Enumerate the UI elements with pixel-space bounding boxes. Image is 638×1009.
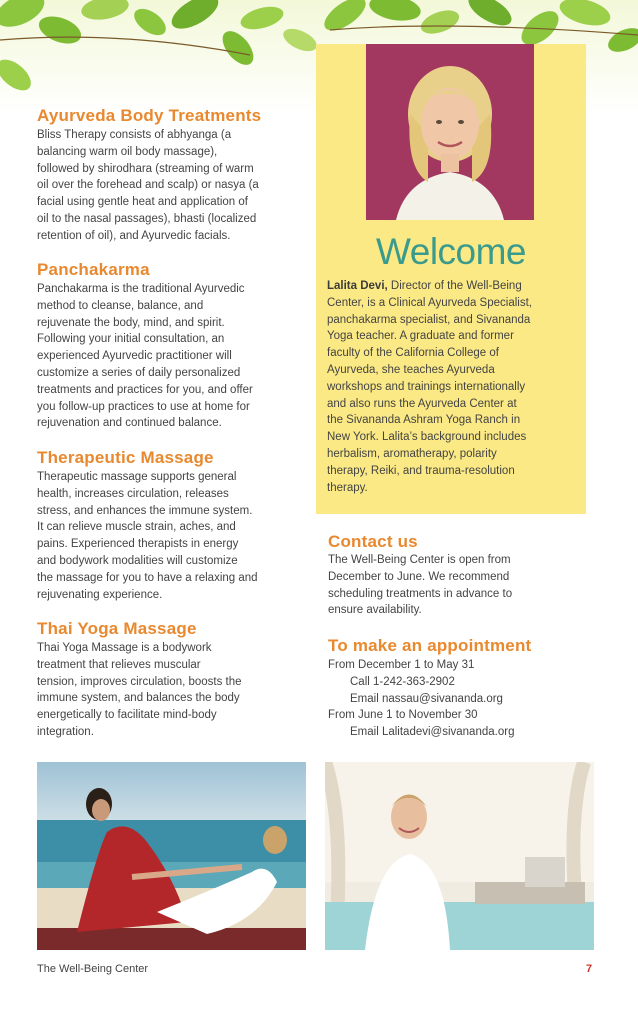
ayurveda-text [37, 127, 307, 245]
lalita-portrait-photo [366, 44, 534, 220]
text-line: pains. Experienced therapists in energy [37, 538, 239, 551]
text-line: health, increases circulation, releases [37, 487, 229, 500]
text-line: It can relieve muscle strain, aches, and [37, 521, 236, 534]
text-line: Thai Yoga Massage is a bodywork [37, 642, 212, 654]
text-line: Yoga teacher. A graduate and former [327, 330, 514, 343]
text-line: oil over the forehead and scalp) or nasya (a [37, 179, 259, 192]
email-lalitadevi-link[interactable]: Email Lalitadevi@sivananda.org [350, 726, 515, 739]
bio-first-line [327, 278, 579, 295]
text-line: and bodywork modalities will customize [37, 554, 238, 567]
text-line: therapy, Reiki, and trauma-resolution [327, 464, 515, 477]
text-line: rejuvenate the body, mind, and spirit. [37, 316, 225, 329]
text-line: tension, improves circulation, boosts the [37, 675, 242, 688]
text-line: rejuvenation and continued balance. [37, 417, 222, 430]
text-line: followed by shirodhara (streaming of warm [37, 162, 254, 175]
therapeutic-heading: Therapeutic Massage [37, 448, 214, 467]
bio-line-rest: Director of the Well-Being [387, 280, 522, 292]
text-line: the Sivananda Ashram Yoga Ranch in [327, 414, 521, 427]
text-line: you follow-up practices to use at home for [37, 400, 250, 413]
text-line: treatments and practices for you, and offer [37, 383, 253, 396]
text-line: customize a series of daily personalized [37, 366, 241, 379]
text-line: The Well-Being Center is open from [328, 554, 511, 566]
therapeutic-text [37, 469, 307, 603]
text-line: ensure availability. [328, 604, 422, 617]
thai-heading: Thai Yoga Massage [37, 619, 197, 638]
text-line: treatment that relieves muscular [37, 658, 201, 671]
appointment-details [328, 657, 598, 741]
panchakarma-text [37, 281, 307, 432]
text-line: panchakarma specialist, and Sivananda [327, 313, 531, 326]
text-line: faculty of the California College of [327, 347, 499, 360]
appointment-heading: To make an appointment [328, 636, 532, 655]
text-line: and also runs the Ayurveda Center at [327, 397, 517, 410]
text-line: method to cleanse, balance, and [37, 299, 204, 312]
text-line: retention of oil), and Ayurvedic facials. [37, 229, 231, 242]
contact-heading: Contact us [328, 532, 418, 551]
welcome-title: Welcome [375, 231, 527, 272]
text-line: the massage for you to have a relaxing and [37, 571, 258, 584]
contact-text [328, 552, 590, 619]
text-line: scheduling treatments in advance to [328, 587, 513, 600]
therapist-portrait-photo [325, 762, 594, 950]
text-line: immune system, and balances the body [37, 692, 240, 705]
period-dec-may: From December 1 to May 31 [328, 659, 475, 671]
text-line: stress, and enhances the immune system. [37, 504, 253, 517]
text-line: workshops and trainings internationally [327, 380, 526, 393]
text-line: facial using gentle heat and application of [37, 196, 248, 209]
text-line: rejuvenating experience. [37, 588, 163, 601]
text-line: Center, is a Clinical Ayurveda Specialist, [327, 296, 532, 309]
text-line: Bliss Therapy consists of abhyanga (a [37, 129, 232, 141]
footer-title: The Well-Being Center [37, 963, 149, 975]
text-line: Following your initial consultation, an [37, 333, 225, 346]
thai-massage-beach-photo [37, 762, 306, 950]
text-line: December to June. We recommend [328, 570, 510, 583]
welcome-bio [327, 278, 579, 496]
phone-number[interactable]: Call 1-242-363-2902 [350, 675, 455, 688]
text-line: Ayurveda, she teaches Ayurveda [327, 363, 495, 376]
ayurveda-heading: Ayurveda Body Treatments [37, 106, 262, 125]
person-name: Lalita Devi, [327, 280, 388, 292]
text-line: oil to the nasal passages), bhasti (localized [37, 212, 257, 225]
text-line: experienced Ayurvedic practitioner will [37, 350, 232, 363]
text-line: Therapeutic massage supports general [37, 471, 237, 483]
text-line: balancing warm oil body massage), [37, 145, 218, 158]
text-line: herbalism, aromatherapy, polarity [327, 447, 497, 460]
text-line: energetically to facilitate mind-body [37, 709, 217, 722]
text-line: New York. Lalita’s background includes [327, 431, 527, 444]
email-nassau-link[interactable]: Email nassau@sivananda.org [350, 692, 503, 705]
text-line: therapy. [327, 481, 368, 494]
thai-text [37, 640, 307, 741]
text-line: integration. [37, 725, 94, 738]
page-number: 7 [586, 963, 593, 975]
text-line: Panchakarma is the traditional Ayurvedic [37, 283, 245, 295]
period-jun-nov: From June 1 to November 30 [328, 709, 478, 722]
panchakarma-heading: Panchakarma [37, 260, 150, 279]
